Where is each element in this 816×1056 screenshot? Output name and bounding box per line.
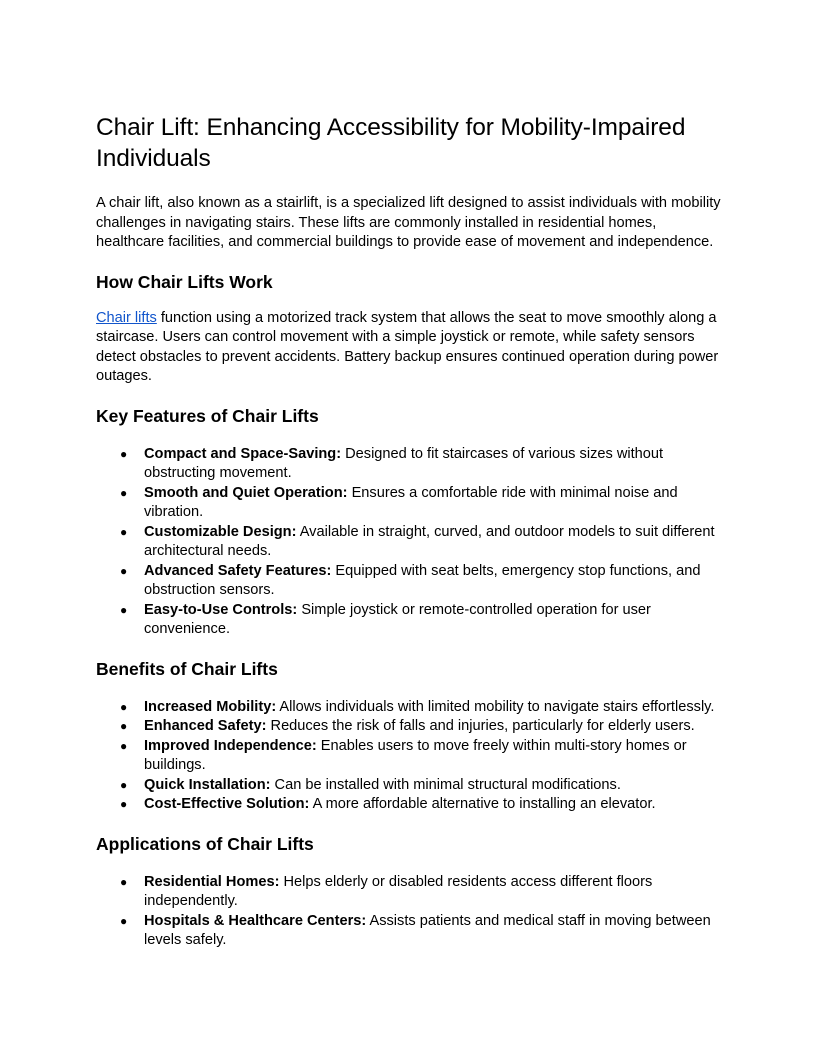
item-text: Allows individuals with limited mobility to navigate stairs effortlessly.	[276, 698, 715, 715]
list-item	[96, 523, 726, 562]
how-text: function using a motorized track system that allows the seat to move smoothly along a staircase. Users can control movement with a simple joystick or remote, while safety sensors detect obstacles to prevent accidents. Battery backup ensures continued operation during power outages.	[96, 309, 719, 384]
item-label: Residential Homes:	[144, 873, 280, 890]
bullet-icon: ●	[120, 602, 128, 617]
item-label: Hospitals & Healthcare Centers:	[144, 912, 367, 929]
how-heading: How Chair Lifts Work	[96, 271, 273, 292]
item-text: Enables users to move freely within multi-story homes or buildings.	[144, 737, 687, 773]
intro-paragraph: A chair lift, also known as a stairlift, is a specialized lift designed to assist individuals with mobility challenges in navigating stairs. These lifts are commonly installed in residential homes, healthcare facilities, and commercial buildings to provide ease of movement and independence.	[96, 195, 721, 250]
applications-list	[96, 873, 726, 951]
item-label: Improved Independence:	[144, 737, 317, 754]
list-item	[96, 912, 726, 951]
item-label: Increased Mobility:	[144, 698, 277, 715]
bullet-icon: ●	[120, 485, 128, 500]
list-item	[96, 795, 726, 815]
item-label: Compact and Space-Saving:	[144, 445, 342, 462]
chair-lifts-link[interactable]: Chair lifts	[96, 309, 157, 326]
item-label: Easy-to-Use Controls:	[144, 601, 298, 618]
item-text: Can be installed with minimal structural modifications.	[270, 776, 621, 793]
item-text: Available in straight, curved, and outdoor models to suit different architectural needs.	[144, 523, 715, 559]
item-text: Ensures a comfortable ride with minimal noise and vibration.	[144, 484, 678, 520]
item-label: Quick Installation:	[144, 776, 271, 793]
bullet-icon: ●	[120, 738, 128, 753]
item-label: Smooth and Quiet Operation:	[144, 484, 348, 501]
bullet-icon: ●	[120, 524, 128, 539]
list-item	[96, 873, 726, 912]
list-item	[96, 562, 726, 601]
bullet-icon: ●	[120, 699, 128, 714]
list-item	[96, 717, 726, 737]
bullet-icon: ●	[120, 446, 128, 461]
item-text: Simple joystick or remote-controlled operation for user convenience.	[144, 601, 651, 637]
item-text: Reduces the risk of falls and injuries, particularly for elderly users.	[266, 718, 695, 734]
item-text: Assists patients and medical staff in moving between levels safely.	[144, 912, 711, 948]
item-label: Customizable Design:	[144, 523, 297, 540]
list-item	[96, 484, 726, 523]
features-list	[96, 445, 726, 640]
item-text: Helps elderly or disabled residents access different floors independently.	[144, 873, 653, 909]
item-label: Cost-Effective Solution:	[144, 796, 310, 812]
features-heading: Key Features of Chair Lifts	[96, 405, 319, 426]
bullet-icon: ●	[120, 913, 128, 928]
item-text: Designed to fit staircases of various sizes without obstructing movement.	[144, 445, 664, 481]
bullet-icon: ●	[120, 563, 128, 578]
list-item	[96, 445, 726, 484]
applications-heading: Applications of Chair Lifts	[96, 833, 314, 854]
list-item	[96, 601, 726, 640]
item-label: Enhanced Safety:	[144, 718, 267, 734]
item-label: Advanced Safety Features:	[144, 562, 332, 579]
document-page	[96, 112, 726, 951]
list-item	[96, 698, 726, 718]
item-text: A more affordable alternative to installing an elevator.	[309, 796, 656, 812]
document-title: Chair Lift: Enhancing Accessibility for Mobility-Impaired Individuals	[96, 114, 686, 172]
benefits-list	[96, 698, 726, 815]
benefits-heading: Benefits of Chair Lifts	[96, 658, 278, 679]
list-item	[96, 776, 726, 796]
bullet-icon: ●	[120, 797, 128, 811]
item-text: Equipped with seat belts, emergency stop functions, and obstruction sensors.	[144, 562, 701, 598]
list-item	[96, 737, 726, 776]
how-paragraph	[96, 309, 726, 387]
bullet-icon: ●	[120, 719, 128, 733]
bullet-icon: ●	[120, 874, 128, 889]
bullet-icon: ●	[120, 777, 128, 792]
